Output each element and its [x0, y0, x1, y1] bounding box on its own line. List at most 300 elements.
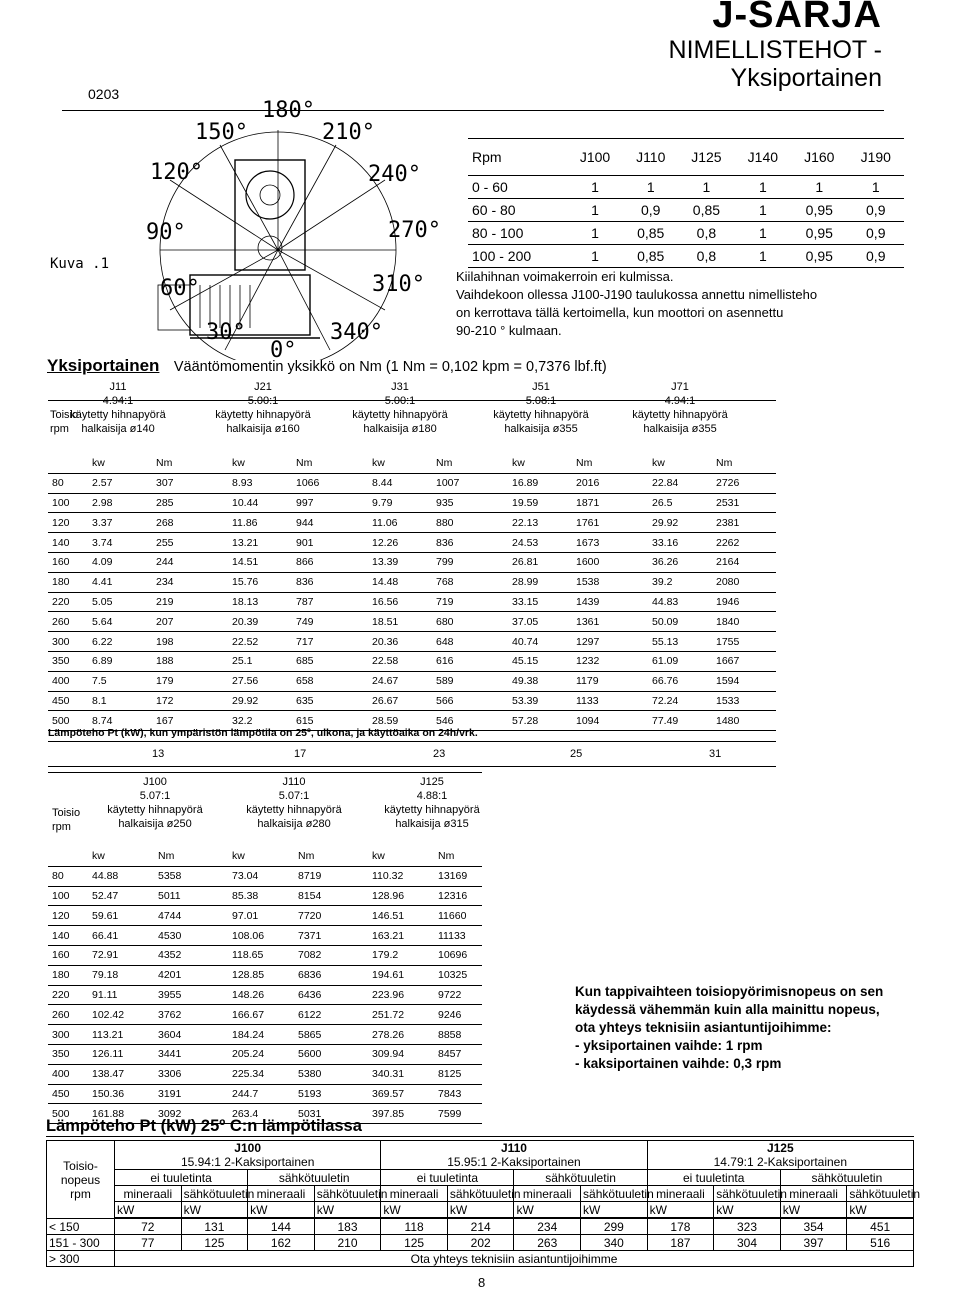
- table-cell: 28.99: [508, 572, 572, 592]
- table-cell: 11.06: [368, 513, 432, 533]
- table-cell: 309.94: [368, 1044, 434, 1064]
- table-cell: 866: [292, 552, 368, 572]
- table-cell: 749: [292, 612, 368, 632]
- unit-kw: kw: [228, 847, 294, 866]
- heat-cooling-cell: sähkötuuletin: [514, 1170, 647, 1186]
- model-name: J31: [391, 381, 409, 393]
- heat-value-cell: 77: [115, 1235, 182, 1251]
- table-cell: 2016: [572, 473, 648, 493]
- table-cell: 260: [48, 1005, 88, 1025]
- heat-model-ratio: 15.94:1 2-Kaksiportainen: [180, 1155, 315, 1169]
- heat-type-cell: mineraali: [780, 1186, 847, 1202]
- table-cell: 97.01: [228, 906, 294, 926]
- table-cell: 278.26: [368, 1025, 434, 1045]
- angle-label-180: 180°: [262, 98, 315, 123]
- rowhead-rpm: rpm: [52, 821, 71, 833]
- table-cell: 935: [432, 493, 508, 513]
- page-title-line2: Yksiportainen: [730, 64, 882, 92]
- footval: 31: [709, 748, 722, 760]
- table-cell: 44.88: [88, 866, 154, 886]
- heat-value-cell: 178: [647, 1219, 714, 1235]
- table-row: [48, 493, 776, 513]
- table-cell: 1066: [292, 473, 368, 493]
- table-cell: 3441: [154, 1044, 228, 1064]
- rowhead-rpm: rpm: [50, 423, 69, 435]
- table-cell: 73.04: [228, 866, 294, 886]
- rpm-cell: 0 - 60: [472, 179, 508, 195]
- heat-rowhead: [47, 1141, 115, 1219]
- table-cell: 546: [432, 711, 508, 731]
- table-cell: 100: [48, 493, 88, 513]
- heat-data-row: [47, 1251, 914, 1267]
- table-row: [48, 906, 482, 926]
- table-cell: 268: [152, 513, 228, 533]
- table-cell: 1600: [572, 552, 648, 572]
- unit-kw: kw: [228, 454, 292, 473]
- heat-contact-cell: Ota yhteys teknisiin asiantuntijoihimme: [115, 1251, 914, 1267]
- table-cell: 307: [152, 473, 228, 493]
- table-cell: 22.13: [508, 513, 572, 533]
- heat-model-j100: [115, 1141, 381, 1170]
- table-cell: 118.65: [228, 945, 294, 965]
- table-row: [48, 965, 482, 985]
- heat-rowhead-line: rpm: [70, 1186, 91, 1201]
- table-cell: 53.39: [508, 691, 572, 711]
- table-cell: 12316: [434, 886, 482, 906]
- unit-nm: Nm: [572, 454, 648, 473]
- table-cell: 680: [432, 612, 508, 632]
- table-cell: 500: [48, 711, 88, 731]
- table-cell: 61.09: [648, 651, 712, 671]
- heat-value-cell: 451: [847, 1219, 914, 1235]
- heat-cooling-row: [47, 1170, 914, 1186]
- table-cell: 79.18: [88, 965, 154, 985]
- footval: 25: [570, 748, 583, 760]
- rpm-table-row: [468, 245, 904, 268]
- speed-note-line: Kun tappivaihteen toisiopyörimisnopeus on sen: [575, 984, 884, 999]
- table-cell: 5358: [154, 866, 228, 886]
- table-cell: 7599: [434, 1104, 482, 1124]
- heat-value-cell: 118: [381, 1219, 448, 1235]
- model-pulley: käytetty hihnapyörä: [632, 409, 728, 421]
- table-cell: 3191: [154, 1084, 228, 1104]
- table-cell: 59.61: [88, 906, 154, 926]
- heat-unit-cell: kW: [714, 1202, 781, 1218]
- table-cell: 7843: [434, 1084, 482, 1104]
- model-name: J51: [532, 381, 550, 393]
- table-cell: 113.21: [88, 1025, 154, 1045]
- angle-label-240: 240°: [368, 162, 421, 187]
- table-cell: 16.56: [368, 592, 432, 612]
- table-row: [48, 985, 482, 1005]
- table-cell: 45.15: [508, 651, 572, 671]
- table-cell: 4352: [154, 945, 228, 965]
- table-cell: 179: [152, 671, 228, 691]
- table-cell: 1673: [572, 533, 648, 553]
- table-cell: 615: [292, 711, 368, 731]
- unit-cell: [48, 847, 88, 866]
- table-cell: 9722: [434, 985, 482, 1005]
- model-ratio: 5.00:1: [384, 395, 416, 407]
- heat-cooling-cell: sähkötuuletin: [780, 1170, 913, 1186]
- table2-body: [48, 847, 482, 1124]
- heat-value-cell: 304: [714, 1235, 781, 1251]
- table2-rowhead: [52, 806, 80, 834]
- table-cell: 52.47: [88, 886, 154, 906]
- table-cell: 1232: [572, 651, 648, 671]
- table-cell: 369.57: [368, 1084, 434, 1104]
- model-diameter: halkaisija ø280: [257, 818, 331, 830]
- footval: 23: [433, 748, 446, 760]
- table2: [48, 847, 482, 1124]
- table-cell: 80: [48, 866, 88, 886]
- heat-rpm-cell: > 300: [47, 1251, 115, 1267]
- table-cell: 220: [48, 592, 88, 612]
- rpm-cell: 0,85: [692, 202, 721, 218]
- table-cell: 32.2: [228, 711, 292, 731]
- table-cell: 80: [48, 473, 88, 493]
- table-cell: 255: [152, 533, 228, 553]
- table-cell: 8154: [294, 886, 368, 906]
- table-cell: 2262: [712, 533, 776, 553]
- table-cell: 1297: [572, 632, 648, 652]
- rpm-table-row: [468, 176, 904, 199]
- model-pulley: käytetty hihnapyörä: [352, 409, 448, 421]
- table-row: [48, 473, 776, 493]
- table-cell: 5011: [154, 886, 228, 906]
- model-diameter: halkaisija ø160: [226, 423, 300, 435]
- table-cell: 188: [152, 651, 228, 671]
- table-cell: 1538: [572, 572, 648, 592]
- table-cell: 8.93: [228, 473, 292, 493]
- table-cell: 350: [48, 651, 88, 671]
- rpm-header-cell: J100: [579, 149, 611, 165]
- table-cell: 66.41: [88, 926, 154, 946]
- model-pulley: käytetty hihnapyörä: [107, 804, 203, 816]
- table-row: [48, 691, 776, 711]
- unit-nm: Nm: [294, 847, 368, 866]
- rpm-table-header: [468, 139, 904, 176]
- section-heading: [47, 356, 607, 376]
- table-cell: 836: [292, 572, 368, 592]
- table-cell: 44.83: [648, 592, 712, 612]
- table-cell: 3.37: [88, 513, 152, 533]
- rpm-table-body: [468, 176, 904, 268]
- heat-data-row: [47, 1219, 914, 1235]
- table-cell: 184.24: [228, 1025, 294, 1045]
- table-cell: 397.85: [368, 1104, 434, 1124]
- table-cell: 120: [48, 906, 88, 926]
- heat-value-cell: 125: [181, 1235, 248, 1251]
- table1-body: [48, 454, 776, 731]
- model-name: J110: [282, 776, 306, 788]
- table-cell: 120: [48, 513, 88, 533]
- heat-value-cell: 323: [714, 1219, 781, 1235]
- table-cell: 150.36: [88, 1084, 154, 1104]
- rpm-cell: 1: [815, 179, 824, 195]
- table-cell: 29.92: [648, 513, 712, 533]
- table-cell: 36.26: [648, 552, 712, 572]
- series-title: J-SARJA: [712, 0, 882, 36]
- table-cell: 14.51: [228, 552, 292, 572]
- table-cell: 648: [432, 632, 508, 652]
- table-cell: 148.26: [228, 985, 294, 1005]
- table-cell: 234: [152, 572, 228, 592]
- table-cell: 8.44: [368, 473, 432, 493]
- table-cell: 194.61: [368, 965, 434, 985]
- table-cell: 1594: [712, 671, 776, 691]
- heat-type-row: [47, 1186, 914, 1202]
- table-cell: 244.7: [228, 1084, 294, 1104]
- table-cell: 450: [48, 691, 88, 711]
- model-diameter: halkaisija ø140: [81, 423, 155, 435]
- unit-nm: Nm: [434, 847, 482, 866]
- unit-nm: Nm: [712, 454, 776, 473]
- table-cell: 1946: [712, 592, 776, 612]
- table-cell: 128.85: [228, 965, 294, 985]
- heat-cooling-cell: ei tuuletinta: [115, 1170, 248, 1186]
- rpm-cell: 0,95: [805, 248, 833, 264]
- page-title: [669, 36, 882, 92]
- model-ratio: 4.88:1: [416, 790, 448, 802]
- table-cell: 12.26: [368, 533, 432, 553]
- table-cell: 10.44: [228, 493, 292, 513]
- heat-title: Lämpöteho Pt (kW) 25º C:n lämpötilassa: [46, 1117, 362, 1135]
- table-row: [48, 552, 776, 572]
- model-ratio: 5.07:1: [278, 790, 310, 802]
- rpm-table-row: [468, 199, 904, 222]
- unit-nm: Nm: [292, 454, 368, 473]
- table1: [48, 454, 776, 731]
- table-row: [48, 572, 776, 592]
- heat-unit-cell: kW: [780, 1202, 847, 1218]
- table-cell: 13.21: [228, 533, 292, 553]
- rpm-cell: 0,9: [866, 225, 886, 241]
- model-name: J21: [254, 381, 272, 393]
- table-cell: 85.38: [228, 886, 294, 906]
- table-cell: 4.09: [88, 552, 152, 572]
- heat-model-name: J100: [234, 1141, 261, 1155]
- heat-unit-cell: kW: [514, 1202, 581, 1218]
- heat-unit-cell: kW: [581, 1202, 648, 1218]
- table-cell: 4.41: [88, 572, 152, 592]
- rpm-header-cell: J125: [691, 149, 722, 165]
- table-cell: 180: [48, 572, 88, 592]
- table-cell: 1133: [572, 691, 648, 711]
- table-cell: 635: [292, 691, 368, 711]
- table-cell: 27.56: [228, 671, 292, 691]
- heat-type-cell: mineraali: [514, 1186, 581, 1202]
- table-cell: 3306: [154, 1064, 228, 1084]
- table-cell: 2.98: [88, 493, 152, 513]
- table-cell: 8.74: [88, 711, 152, 731]
- table-cell: 11660: [434, 906, 482, 926]
- page-number: 8: [478, 1275, 486, 1290]
- model-name: J11: [109, 381, 127, 393]
- rpm-header-cell: J160: [804, 149, 835, 165]
- model-name: J100: [143, 776, 167, 788]
- table-cell: 16.89: [508, 473, 572, 493]
- table-cell: 205.24: [228, 1044, 294, 1064]
- table-cell: 20.36: [368, 632, 432, 652]
- table-cell: 22.84: [648, 473, 712, 493]
- rpm-cell: 0,9: [866, 248, 886, 264]
- heat-type-cell: sähkötuuletin: [714, 1186, 781, 1202]
- table-cell: 2080: [712, 572, 776, 592]
- rowhead-toisio: Toisio: [50, 409, 79, 421]
- heat-table: [46, 1140, 921, 1267]
- table-cell: 263.4: [228, 1104, 294, 1124]
- heat-unit-cell: kW: [847, 1202, 914, 1218]
- model-ratio: 5.00:1: [247, 395, 279, 407]
- table1-footnote: Lämpöteho Pt (kW), kun ympäristön lämpötila on 25º, ulkona, ja käyttöaika on 24h/vrk.: [48, 727, 478, 739]
- table-cell: 500: [48, 1104, 88, 1124]
- table-cell: 50.09: [648, 612, 712, 632]
- table-cell: 49.38: [508, 671, 572, 691]
- rpm-note-line: Vaihdekoon ollessa J100-J190 taulukossa annettu nimellisteho: [456, 287, 818, 302]
- table-cell: 400: [48, 671, 88, 691]
- table-cell: 172: [152, 691, 228, 711]
- heat-unit-row: [47, 1202, 914, 1218]
- table-cell: 8719: [294, 866, 368, 886]
- table-cell: 180: [48, 965, 88, 985]
- table-cell: 717: [292, 632, 368, 652]
- table-cell: 128.96: [368, 886, 434, 906]
- speed-note-line: käydessä vähemmän kuin alla mainittu nopeus,: [575, 1002, 880, 1017]
- heat-value-cell: 340: [581, 1235, 648, 1251]
- table-row: [48, 1084, 482, 1104]
- table-row: [48, 1025, 482, 1045]
- table-cell: 100: [48, 886, 88, 906]
- table-cell: 28.59: [368, 711, 432, 731]
- rpm-cell: 0,85: [637, 225, 665, 241]
- table-cell: 8125: [434, 1064, 482, 1084]
- table2-rule: [48, 772, 482, 773]
- table-cell: 658: [292, 671, 368, 691]
- heat-rowhead-line: Toisio-: [63, 1158, 98, 1173]
- table-row: [48, 945, 482, 965]
- heat-type-cell: mineraali: [647, 1186, 714, 1202]
- section-subtitle: Vääntömomentin yksikkö on Nm (1 Nm = 0,102 kpm = 0,7376 lbf.ft): [173, 359, 607, 375]
- table-cell: 8858: [434, 1025, 482, 1045]
- unit-kw: kw: [88, 847, 154, 866]
- speed-note-line: - yksiportainen vaihde: 1 rpm: [575, 1038, 763, 1053]
- table-cell: 768: [432, 572, 508, 592]
- angle-label-340: 340°: [330, 320, 383, 345]
- table-cell: 166.67: [228, 1005, 294, 1025]
- table-cell: 7720: [294, 906, 368, 926]
- table-cell: 2531: [712, 493, 776, 513]
- table-cell: 8457: [434, 1044, 482, 1064]
- section-title: Yksiportainen: [47, 356, 160, 375]
- table-cell: 25.1: [228, 651, 292, 671]
- rpm-cell: 60 - 80: [472, 202, 516, 218]
- table-cell: 616: [432, 651, 508, 671]
- rpm-cell: 0,9: [866, 202, 886, 218]
- table-cell: 7082: [294, 945, 368, 965]
- model-diameter: halkaisija ø315: [395, 818, 469, 830]
- rpm-cell: 1: [591, 179, 599, 195]
- table1-unit-row: [48, 454, 776, 473]
- heat-value-cell: 162: [248, 1235, 315, 1251]
- table-cell: 251.72: [368, 1005, 434, 1025]
- table-row: [48, 651, 776, 671]
- table-cell: 1179: [572, 671, 648, 691]
- heat-cooling-cell: ei tuuletinta: [647, 1170, 780, 1186]
- table-cell: 24.53: [508, 533, 572, 553]
- table-cell: 26.81: [508, 552, 572, 572]
- table-cell: 72.91: [88, 945, 154, 965]
- table-cell: 39.2: [648, 572, 712, 592]
- heat-table-body: [47, 1141, 921, 1267]
- table-cell: 20.39: [228, 612, 292, 632]
- table-cell: 1007: [432, 473, 508, 493]
- heat-type-cell: sähkötuuletin: [447, 1186, 514, 1202]
- table-cell: 244: [152, 552, 228, 572]
- table-cell: 2381: [712, 513, 776, 533]
- table-cell: 140: [48, 533, 88, 553]
- heat-value-cell: 202: [447, 1235, 514, 1251]
- rpm-cell: 1: [591, 202, 599, 218]
- heat-unit-cell: kW: [381, 1202, 448, 1218]
- table-cell: 160: [48, 552, 88, 572]
- model-pulley: käytetty hihnapyörä: [384, 804, 480, 816]
- heat-unit-cell: kW: [181, 1202, 248, 1218]
- table-cell: 1439: [572, 592, 648, 612]
- heat-rule: [46, 1136, 914, 1137]
- angle-label-120: 120°: [150, 160, 203, 185]
- model-ratio: 4.94:1: [664, 395, 696, 407]
- table-cell: 26.67: [368, 691, 432, 711]
- rpm-cell: 1: [591, 225, 599, 241]
- rpm-cell: 0,8: [696, 225, 717, 241]
- heat-value-cell: 354: [780, 1219, 847, 1235]
- rpm-cell: 0,95: [805, 225, 833, 241]
- heat-value-cell: 72: [115, 1219, 182, 1235]
- heat-rpm-cell: 151 - 300: [47, 1235, 115, 1251]
- model-header-j71: [620, 380, 740, 436]
- table-cell: 219: [152, 592, 228, 612]
- table-row: [48, 632, 776, 652]
- model-header-j51: [481, 380, 601, 436]
- table-cell: 24.67: [368, 671, 432, 691]
- table-cell: 37.05: [508, 612, 572, 632]
- heat-model-j125: [647, 1141, 913, 1170]
- heat-value-cell: 144: [248, 1219, 315, 1235]
- table-cell: 160: [48, 945, 88, 965]
- table-cell: 260: [48, 612, 88, 632]
- table-cell: 4201: [154, 965, 228, 985]
- model-ratio: 5.08:1: [525, 395, 557, 407]
- footval: 13: [152, 748, 165, 760]
- heat-value-cell: 234: [514, 1219, 581, 1235]
- table-cell: 57.28: [508, 711, 572, 731]
- table-cell: 6.22: [88, 632, 152, 652]
- rpm-factor-table: [468, 138, 904, 268]
- table-row: [48, 926, 482, 946]
- speed-note: [575, 983, 883, 1073]
- model-diameter: halkaisija ø355: [643, 423, 717, 435]
- table-cell: 719: [432, 592, 508, 612]
- table-cell: 207: [152, 612, 228, 632]
- table-cell: 102.42: [88, 1005, 154, 1025]
- page-title-line1: NIMELLISTEHOT -: [668, 36, 882, 64]
- table-cell: 450: [48, 1084, 88, 1104]
- table-cell: 787: [292, 592, 368, 612]
- heat-value-cell: 397: [780, 1235, 847, 1251]
- rpm-cell: 1: [758, 202, 767, 218]
- model-header-j21: [203, 380, 323, 436]
